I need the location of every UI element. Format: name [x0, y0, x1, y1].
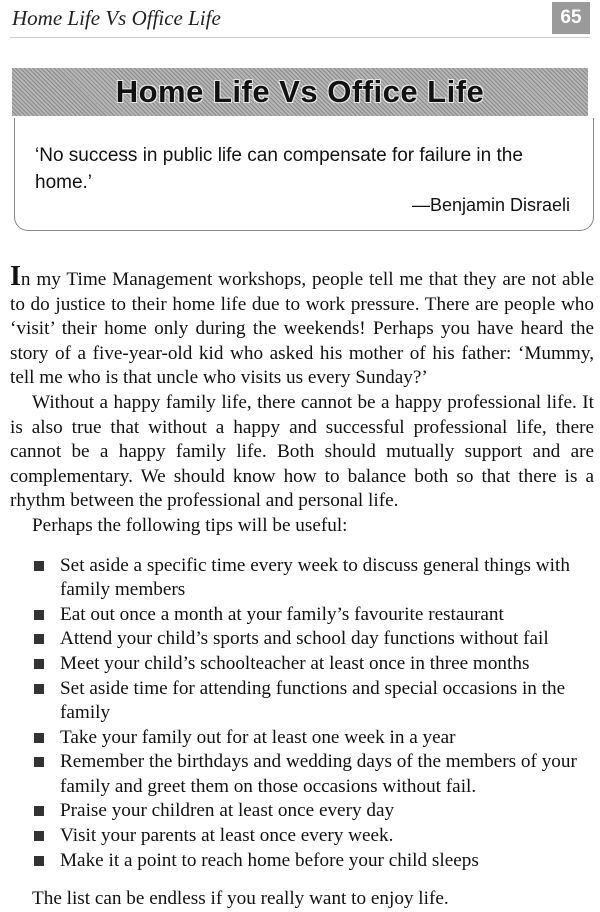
square-bullet-icon [34, 684, 44, 694]
list-item [10, 627, 594, 652]
list-item-text: Set aside a specific time every week to discuss general things with family members [60, 554, 570, 601]
list-item-text: Set aside time for attending functions and special occasions in the family [60, 677, 566, 724]
list-item-text: Make it a point to reach home before your child sleeps [60, 849, 479, 871]
square-bullet-icon [34, 733, 44, 743]
paragraph-2: Without a happy family life, there cannot be a happy professional life. It is also true that without a happy and successful professional life, there cannot be a happy family life. Both should mutually support and are complementary. We should know how to balance both so that there is a rhythm between the professional and personal life. [10, 391, 594, 512]
running-head-title: Home Life Vs Office Life [12, 6, 221, 30]
list-item [10, 824, 594, 849]
body-text [10, 261, 594, 912]
list-item-text: Remember the birthdays and wedding days of the members of your family and greet them on those occasions without fail. [60, 751, 577, 797]
drop-cap: I [10, 261, 21, 292]
square-bullet-icon [34, 856, 44, 866]
list-item [10, 603, 594, 628]
closing-paragraph: The list can be endless if you really want to enjoy life. [32, 888, 449, 910]
quote-author: —Benjamin Disraeli [411, 195, 570, 215]
list-item-text: Visit your parents at least once every week. [60, 825, 394, 847]
square-bullet-icon [34, 561, 44, 571]
square-bullet-icon [34, 806, 44, 816]
list-item [10, 750, 594, 799]
list-item-text: Attend your child’s sports and school day functions without fail [60, 628, 549, 650]
list-item [10, 849, 594, 874]
square-bullet-icon [34, 831, 44, 841]
tips-list [10, 554, 594, 874]
paragraph-1-text: n my Time Management workshops, people tell me that they are not able to do justice to their home life due to work pressure. There are people who ‘visit’ their home only during the weekends! Perhaps you have heard the story of a five-year-old kid who asked his mother of his father: ‘Mummy, tell me who is that uncle who visits us every Sunday?’ [10, 269, 594, 389]
list-item-text: Meet your child’s schoolteacher at least once in three months [60, 652, 530, 674]
paragraph-3: Perhaps the following tips will be useful: [32, 514, 348, 536]
list-item [10, 726, 594, 751]
square-bullet-icon [34, 659, 44, 669]
page-number: 65 [552, 2, 590, 34]
square-bullet-icon [34, 634, 44, 644]
chapter-title: Home Life Vs Office Life [115, 74, 485, 109]
list-item [10, 677, 594, 726]
list-item [10, 554, 594, 603]
paragraph-1 [10, 261, 594, 391]
chapter-title-banner [12, 68, 588, 116]
list-item [10, 799, 594, 824]
header-rule [10, 37, 590, 38]
square-bullet-icon [34, 757, 44, 767]
list-item-text: Take your family out for at least one week in a year [60, 726, 456, 748]
square-bullet-icon [34, 610, 44, 620]
list-item [10, 652, 594, 677]
list-item-text: Eat out once a month at your family’s favourite restaurant [60, 603, 504, 625]
quote-text: ‘No success in public life can compensate for failure in the home.’ [35, 145, 523, 193]
list-item-text: Praise your children at least once every day [60, 800, 395, 822]
